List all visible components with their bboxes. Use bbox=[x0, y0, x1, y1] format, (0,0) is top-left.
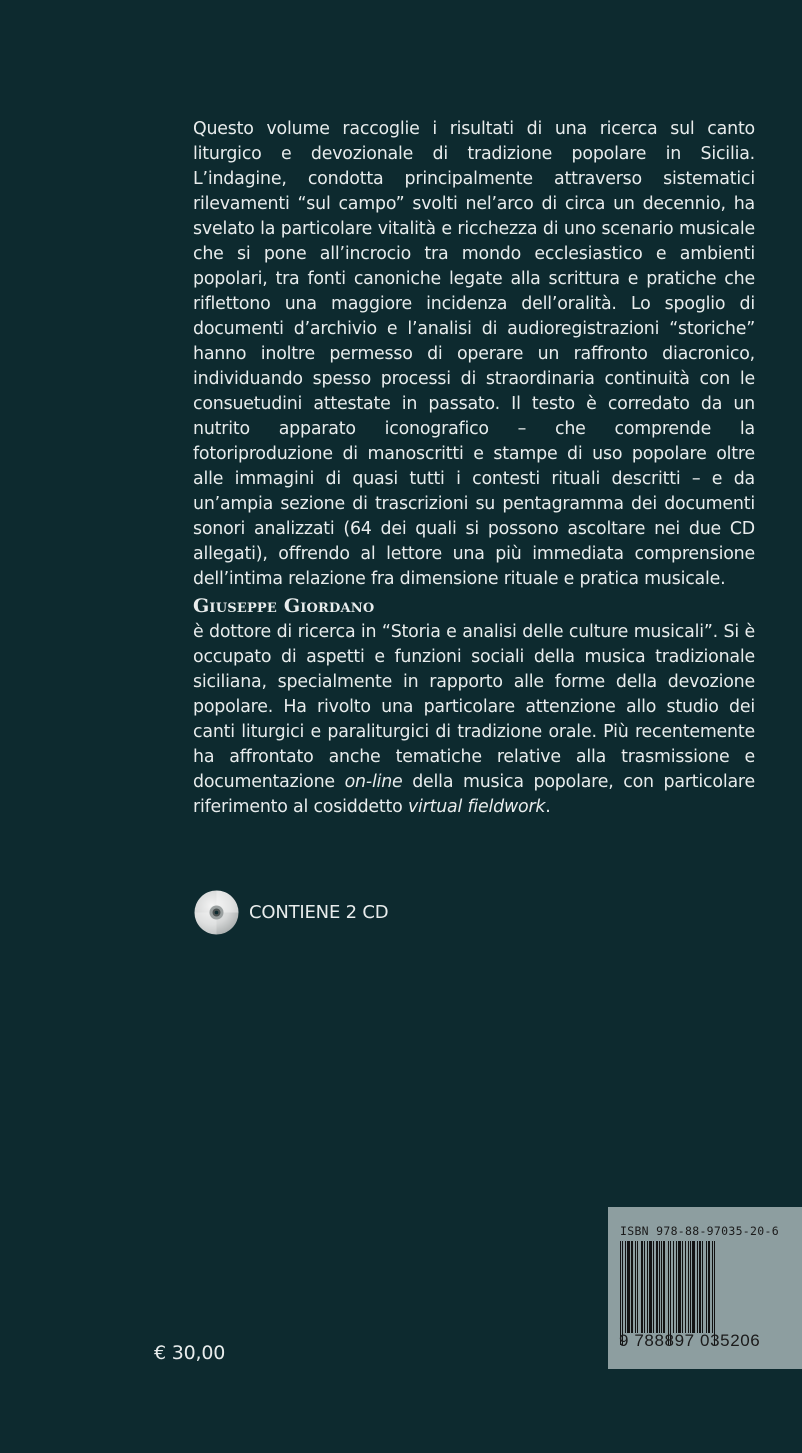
author-name: Giuseppe Giordano bbox=[193, 595, 375, 617]
ean-number: 9 788897 035206 bbox=[619, 1331, 761, 1350]
cd-disc-icon bbox=[194, 890, 239, 935]
cd-note bbox=[194, 890, 388, 935]
author-bio-italic: virtual fieldwork bbox=[407, 797, 546, 817]
author-bio-text: della musica popolare, con particolare riferimento al cosiddetto bbox=[193, 772, 755, 817]
cd-note-label: CONTIENE 2 CD bbox=[249, 902, 389, 923]
author-block bbox=[193, 594, 755, 820]
price-label: € 30,00 bbox=[154, 1342, 226, 1364]
author-bio-text: è dottore di ricerca in “Storia e analisi delle culture musicali”. Si è occupato di aspetti e funzioni sociali della musica tradizionale siciliana, specialmente in rapporto alle forme della devozione popolare. Ha rivolto una particolare attenzione allo studio dei canti liturgici e paraliturgici di tradizione orale. Più recentemente ha affrontato anche tematiche relative alla trasmissione e documentazione bbox=[193, 622, 755, 792]
description-paragraph: Questo volume raccoglie i risultati di una ricerca sul canto liturgico e devozionale di tradizione popolare in Sicilia. L’indagine, condotta principalmente attraverso sistematici rilevamenti “sul campo” svolti nel’arco di circa un decennio, ha svelato la particolare vitalità e ricchezza di uno scenario musicale che si pone all’incrocio tra mondo ecclesiastico e ambienti popolari, tra fonti canoniche legate alla scrittura e pratiche che riflettono una maggiore incidenza dell’oralità. Lo spoglio di documenti d’archivio e l’analisi di audioregistrazioni “storiche” hanno inoltre permesso di operare un raffronto diacronico, individuando spesso processi di straordinaria continuità con le consuetudini attestate in passato. Il testo è corredato da un nutrito apparato iconografico – che comprende la fotoriproduzione di manoscritti e stampe di uso popolare oltre alle immagini di quasi tutti i contesti rituali descritti – e da un’ampia sezione di trascrizioni su pentagramma dei documenti sonori analizzati (64 dei quali si possono ascoltare nei due CD allegati), offrendo al lettore una più immediata comprensione dell’intima relazione fra dimensione rituale e pratica musicale. bbox=[193, 119, 755, 589]
author-bio-text: . bbox=[545, 797, 551, 817]
author-bio-italic: on-line bbox=[344, 772, 403, 792]
isbn-barcode bbox=[608, 1207, 802, 1369]
author-bio bbox=[193, 620, 755, 820]
isbn-number: ISBN 978-88-97035-20-6 bbox=[620, 1224, 779, 1238]
back-cover-description bbox=[193, 117, 755, 592]
